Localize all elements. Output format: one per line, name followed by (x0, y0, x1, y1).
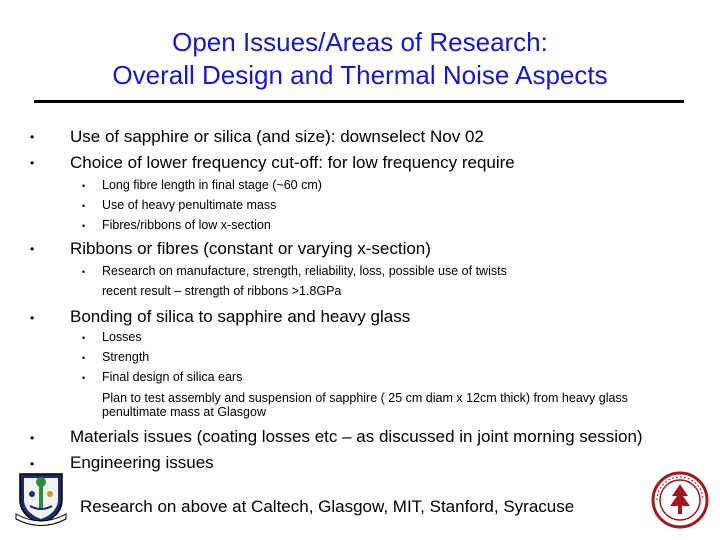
bullet-marker: • (30, 242, 35, 256)
bullet-text: Choice of lower frequency cut-off: for low frequency require (70, 153, 515, 172)
sub-bullet-text: Losses (102, 330, 142, 344)
sub-bullet-text: Final design of silica ears (102, 370, 243, 384)
glasgow-crest-logo (12, 470, 70, 531)
bullet-marker: • (30, 156, 35, 170)
bullet-text: Engineering issues (70, 453, 214, 472)
sub-bullet-text: Research on manufacture, strength, reliability, loss, possible use of twists (102, 264, 507, 278)
sub-bullet-marker: • (82, 267, 86, 277)
bullet-text: Materials issues (coating losses etc – as discussed in joint morning session) (70, 427, 643, 446)
slide-title (0, 26, 720, 92)
stanford-seal-logo (650, 470, 710, 535)
title-underline (34, 100, 684, 103)
bullet-text: Bonding of silica to sapphire and heavy glass (70, 307, 411, 326)
bullet-marker: • (30, 457, 35, 471)
sub-bullet-marker: • (82, 333, 86, 343)
sub-bullet-text: Fibres/ribbons of low x-section (102, 218, 271, 232)
bullet-text: Use of sapphire or silica (and size): downselect Nov 02 (70, 127, 484, 146)
title-line-1: Open Issues/Areas of Research: (172, 27, 548, 57)
bullet-marker: • (30, 431, 35, 445)
sub-bullet-marker: • (82, 181, 86, 191)
sub-bullet-marker: • (82, 373, 86, 383)
bullet-marker: • (30, 311, 35, 325)
bullet-marker: • (30, 130, 35, 144)
sub-bullet-text: Strength (102, 350, 150, 364)
title-line-2: Overall Design and Thermal Noise Aspects (112, 60, 608, 90)
footer-text: Research on above at Caltech, Glasgow, MIT, Stanford, Syracuse (80, 497, 575, 516)
bullet-text: Ribbons or fibres (constant or varying x-section) (70, 239, 431, 258)
sub-bullet-note: Plan to test assembly and suspension of sapphire ( 25 cm diam x 12cm thick) from heavy glass penultimate mass at Glasgow (102, 391, 628, 419)
sub-bullet-note: recent result – strength of ribbons >1.8GPa (102, 284, 342, 298)
sub-bullet-marker: • (82, 353, 86, 363)
sub-bullet-marker: • (82, 201, 86, 211)
sub-bullet-text: Use of heavy penultimate mass (102, 198, 277, 212)
sub-bullet-marker: • (82, 221, 86, 231)
sub-bullet-text: Long fibre length in final stage (~60 cm) (102, 178, 322, 192)
